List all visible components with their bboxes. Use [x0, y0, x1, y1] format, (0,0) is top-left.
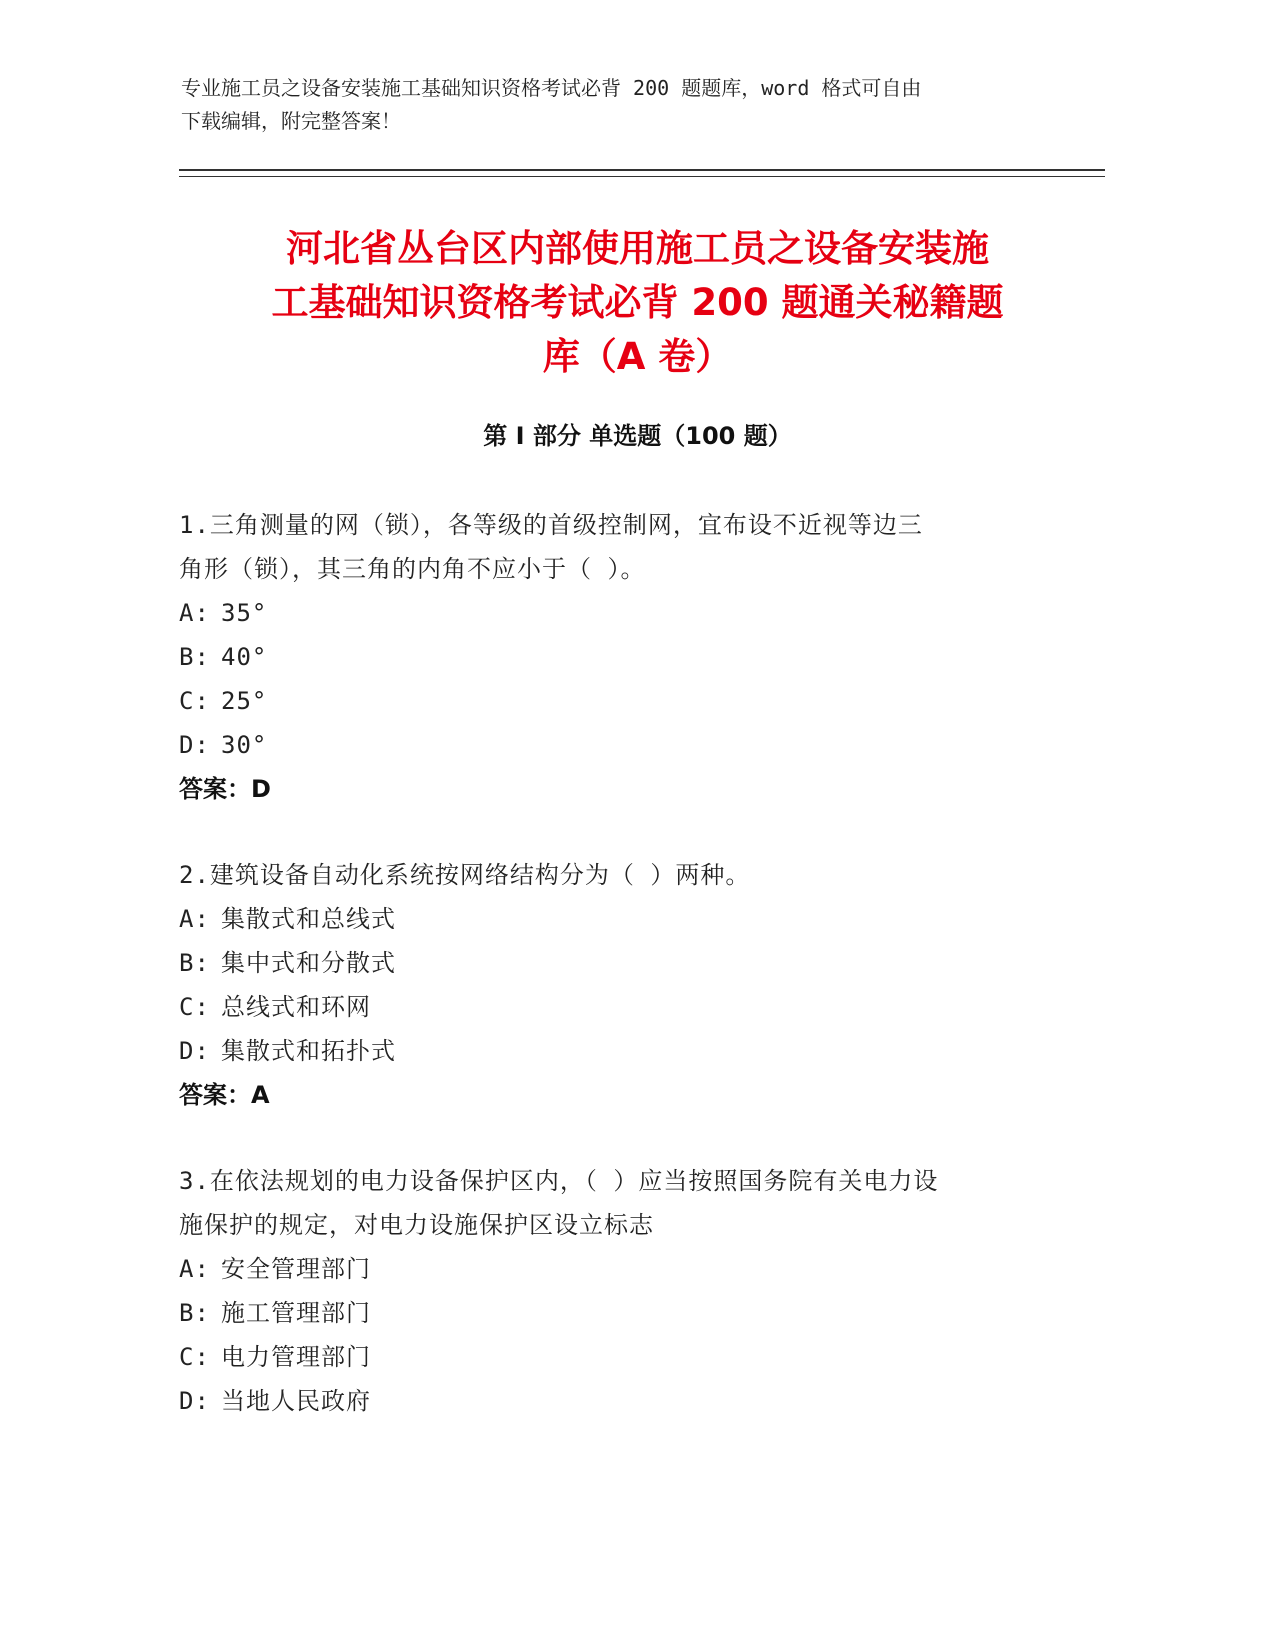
option-a [179, 591, 1049, 635]
option-text: 电力管理部门 [221, 1343, 371, 1371]
option-key: C: [179, 993, 210, 1021]
question-stem [179, 503, 1049, 591]
header-divider-thin [179, 176, 1105, 177]
option-key: D: [179, 1037, 210, 1065]
option-c [179, 1335, 1049, 1379]
question-item [179, 503, 1049, 811]
option-c [179, 679, 1049, 723]
option-a [179, 1247, 1049, 1291]
question-stem-line: 1.三角测量的网（锁），各等级的首级控制网，宜布设不近视等边三 [179, 511, 923, 539]
option-a [179, 897, 1049, 941]
option-key: C: [179, 687, 210, 715]
header-note-line: 专业施工员之设备安装施工基础知识资格考试必背 200 题题库，word 格式可自由 [181, 76, 922, 100]
option-d [179, 1379, 1049, 1423]
answer-line: 答案：A [179, 1081, 270, 1109]
option-key: D: [179, 1387, 210, 1415]
option-key: A: [179, 905, 210, 933]
option-d [179, 723, 1049, 767]
option-c [179, 985, 1049, 1029]
option-key: C: [179, 1343, 210, 1371]
option-b [179, 1291, 1049, 1335]
section-heading: 第 I 部分 单选题（100 题） [483, 422, 792, 450]
option-text: 集中式和分散式 [221, 949, 396, 977]
option-text: 35° [221, 599, 268, 627]
answer-line: 答案：D [179, 775, 271, 803]
option-text: 总线式和环网 [221, 993, 371, 1021]
title-line: 工基础知识资格考试必背 200 题通关秘籍题 [271, 281, 1004, 324]
header-divider [179, 169, 1105, 171]
question-stem-line: 2.建筑设备自动化系统按网络结构分为（ ）两种。 [179, 861, 751, 889]
question-item [179, 853, 1049, 1117]
option-text: 25° [221, 687, 268, 715]
option-key: B: [179, 643, 210, 671]
document-title [150, 222, 1125, 384]
question-stem-line: 角形（锁），其三角的内角不应小于（ ）。 [179, 555, 646, 583]
option-key: B: [179, 949, 210, 977]
option-d [179, 1029, 1049, 1073]
option-text: 30° [221, 731, 268, 759]
option-text: 安全管理部门 [221, 1255, 371, 1283]
option-b [179, 941, 1049, 985]
option-text: 当地人民政府 [221, 1387, 371, 1415]
option-b [179, 635, 1049, 679]
option-text: 施工管理部门 [221, 1299, 371, 1327]
question-stem-line: 施保护的规定，对电力设施保护区设立标志 [179, 1211, 654, 1239]
header-note-line: 下载编辑，附完整答案！ [181, 109, 401, 133]
option-key: B: [179, 1299, 210, 1327]
title-line: 河北省丛台区内部使用施工员之设备安装施 [286, 227, 989, 270]
option-text: 集散式和总线式 [221, 905, 396, 933]
header-note [181, 72, 1081, 138]
question-stem [179, 1159, 1049, 1247]
option-text: 40° [221, 643, 268, 671]
question-list [179, 503, 1049, 1465]
question-item [179, 1159, 1049, 1423]
option-key: D: [179, 731, 210, 759]
question-stem [179, 853, 1049, 897]
option-key: A: [179, 1255, 210, 1283]
title-line: 库（A 卷） [542, 335, 733, 378]
question-stem-line: 3.在依法规划的电力设备保护区内，（ ）应当按照国务院有关电力设 [179, 1167, 939, 1195]
option-text: 集散式和拓扑式 [221, 1037, 396, 1065]
option-key: A: [179, 599, 210, 627]
